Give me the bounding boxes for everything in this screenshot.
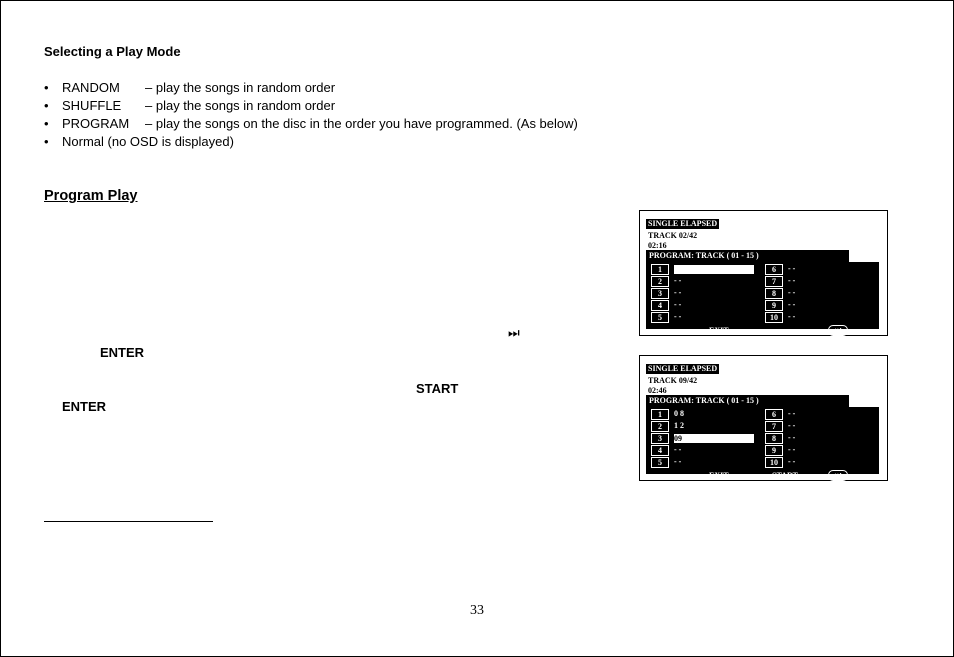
slot-number: 1 [651,264,669,275]
bullet-icon: • [44,116,49,131]
bullet-icon: • [44,98,49,113]
slot-value: - - [674,276,682,285]
mode-description: – play the songs in random order [145,80,336,95]
slot-value: - - [674,457,682,466]
osd-time: 02:46 [648,386,667,395]
bullet-icon: • [44,134,49,149]
slot-number: 7 [765,276,783,287]
program-play-title: Program Play [44,188,138,204]
mode-label: Normal (no OSD is displayed) [62,134,234,149]
osd-screen [639,210,888,336]
slot-number: 4 [651,445,669,456]
slot-value: - - [788,421,796,430]
slot-value: 1 2 [674,421,684,430]
slot-number: 3 [651,288,669,299]
slot-number: 7 [765,421,783,432]
slot-value: - - [788,445,796,454]
slot-number: 10 [765,457,783,468]
slot-number: 9 [765,300,783,311]
osd-exit-label: EXIT [709,471,729,480]
slot-value: - - [788,276,796,285]
slot-number: 6 [765,409,783,420]
osd-mode: SINGLE ELAPSED [648,364,718,373]
slot-number: 3 [651,433,669,444]
slot-value: - - [788,264,796,273]
osd-time: 02:16 [648,241,667,250]
slot-number: 1 [651,409,669,420]
next-track-icon: ⏭ [508,325,520,340]
next-track-icon: ⏭ [828,470,848,481]
slot-value: - - [674,288,682,297]
mode-label: PROGRAM [62,116,130,131]
slot-value: - - [674,312,682,321]
slot-number: 4 [651,300,669,311]
slot-value: - - [788,433,796,442]
slot-value: - - [674,445,682,454]
mode-label: SHUFFLE [62,98,122,113]
slot-number: 2 [651,276,669,287]
slot-value-selected [674,265,754,274]
slot-number: 8 [765,433,783,444]
osd-screen [639,355,888,481]
slot-number: 10 [765,312,783,323]
section-heading: Selecting a Play Mode [44,44,181,59]
osd-program-range: PROGRAM: TRACK ( 01 - 15 ) [649,396,759,405]
mode-description: – play the songs on the disc in the order you have programmed. (As below) [145,116,578,131]
footnote-rule [44,521,213,522]
slot-value-selected: 09 [674,434,754,443]
mode-label: RANDOM [62,80,120,95]
enter-keyword: ENTER [100,345,145,360]
bullet-icon: • [44,80,49,95]
mode-description: – play the songs in random order [145,98,336,113]
enter-keyword: ENTER [62,399,107,414]
slot-value: - - [788,409,796,418]
start-keyword: START [416,381,459,396]
next-track-icon: ⏭ [828,325,848,336]
slot-number: 6 [765,264,783,275]
slot-number: 8 [765,288,783,299]
osd-track: TRACK 09/42 [648,376,698,385]
slot-number: 5 [651,312,669,323]
slot-value: - - [788,288,796,297]
osd-mode: SINGLE ELAPSED [648,219,718,228]
slot-value: - - [788,457,796,466]
slot-value: - - [674,300,682,309]
osd-track: TRACK 02/42 [648,231,698,240]
slot-value: - - [788,312,796,321]
osd-program-range: PROGRAM: TRACK ( 01 - 15 ) [649,251,759,260]
slot-number: 9 [765,445,783,456]
osd-start-label: START [772,471,798,480]
slot-number: 5 [651,457,669,468]
slot-number: 2 [651,421,669,432]
slot-value: 0 8 [674,409,684,418]
osd-exit-label: EXIT [709,326,729,335]
page-number: 33 [470,603,484,618]
slot-value: - - [788,300,796,309]
